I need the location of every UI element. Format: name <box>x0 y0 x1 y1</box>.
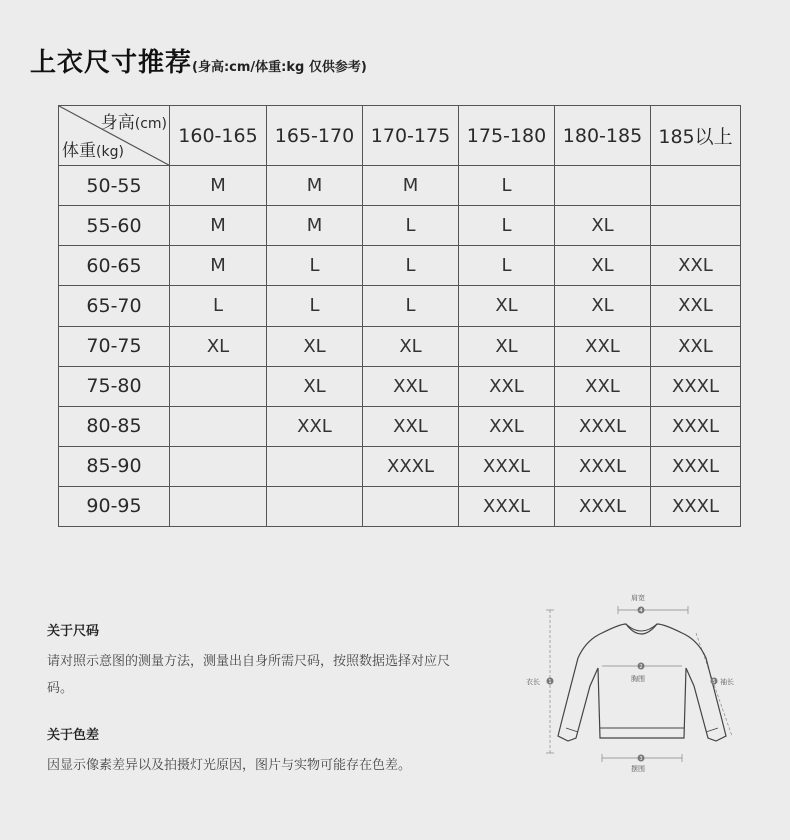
table-row <box>59 166 741 206</box>
size-table <box>58 105 741 527</box>
size-cell: XXL <box>459 406 555 446</box>
svg-text:3: 3 <box>639 756 643 762</box>
size-cell: L <box>363 286 459 326</box>
size-cell <box>170 486 267 526</box>
size-note-title: 关于尺码 <box>47 624 100 639</box>
svg-text:1: 1 <box>548 679 552 685</box>
column-header: 170-175 <box>363 106 459 166</box>
size-cell: XXL <box>555 366 651 406</box>
size-cell <box>267 486 363 526</box>
size-cell: XXL <box>363 406 459 446</box>
table-row <box>59 366 741 406</box>
size-cell: XXXL <box>651 486 741 526</box>
size-cell <box>363 486 459 526</box>
size-cell: XL <box>459 326 555 366</box>
table-row <box>59 446 741 486</box>
column-header: 185以上 <box>651 106 741 166</box>
size-cell: L <box>459 206 555 246</box>
table-row <box>59 406 741 446</box>
size-cell: M <box>170 206 267 246</box>
size-cell: M <box>170 246 267 286</box>
size-cell: XXL <box>555 326 651 366</box>
size-cell: M <box>267 166 363 206</box>
weight-cell: 85-90 <box>59 446 170 486</box>
size-cell: XXXL <box>555 446 651 486</box>
size-cell: M <box>267 206 363 246</box>
size-cell: L <box>363 246 459 286</box>
table-row <box>59 486 741 526</box>
size-cell: XL <box>170 326 267 366</box>
size-cell: XXXL <box>651 366 741 406</box>
svg-text:4: 4 <box>639 608 643 614</box>
color-note-title: 关于色差 <box>47 728 100 743</box>
size-cell: XXXL <box>459 446 555 486</box>
size-cell: L <box>170 286 267 326</box>
page-title <box>30 42 367 79</box>
table-row <box>59 246 741 286</box>
size-cell: XXXL <box>651 406 741 446</box>
size-cell: XXL <box>651 286 741 326</box>
size-cell: XXXL <box>555 486 651 526</box>
size-cell <box>170 366 267 406</box>
weight-cell: 75-80 <box>59 366 170 406</box>
height-label: 身高(cm) <box>100 113 167 133</box>
weight-label: 体重(kg) <box>62 141 124 162</box>
size-cell: XXXL <box>363 446 459 486</box>
size-note-body: 请对照示意图的测量方法，测量出自身所需尺码，按照数据选择对应尺码。 <box>47 654 451 696</box>
size-cell <box>651 206 741 246</box>
notes-section <box>47 620 467 779</box>
size-cell: XL <box>267 366 363 406</box>
size-cell: XL <box>555 246 651 286</box>
title-main: 上衣尺寸推荐 <box>30 48 193 78</box>
weight-cell: 70-75 <box>59 326 170 366</box>
size-cell <box>170 406 267 446</box>
size-cell: XL <box>555 206 651 246</box>
weight-cell: 80-85 <box>59 406 170 446</box>
size-cell: L <box>267 286 363 326</box>
length-label: 衣长 <box>526 678 540 686</box>
column-header: 165-170 <box>267 106 363 166</box>
size-cell: M <box>363 166 459 206</box>
column-header: 180-185 <box>555 106 651 166</box>
shoulder-label: 肩宽 <box>631 594 645 602</box>
size-cell: XXXL <box>555 406 651 446</box>
size-cell: XXL <box>459 366 555 406</box>
svg-text:5: 5 <box>712 679 716 685</box>
measurement-diagram <box>520 588 750 788</box>
sleeve-label: 袖长 <box>720 678 734 686</box>
table-row <box>59 286 741 326</box>
size-cell <box>170 446 267 486</box>
weight-cell: 90-95 <box>59 486 170 526</box>
table-corner-cell <box>59 106 170 166</box>
size-cell: XL <box>267 326 363 366</box>
size-cell: L <box>459 166 555 206</box>
weight-cell: 50-55 <box>59 166 170 206</box>
size-cell: XXXL <box>651 446 741 486</box>
svg-text:2: 2 <box>639 664 643 670</box>
title-sub: (身高:cm/体重:kg 仅供参考) <box>192 60 367 75</box>
size-cell: M <box>170 166 267 206</box>
hem-label: 摆围 <box>631 765 645 773</box>
chest-label: 胸围 <box>631 675 645 683</box>
size-cell: XXL <box>651 246 741 286</box>
size-cell <box>555 166 651 206</box>
size-cell: XXL <box>651 326 741 366</box>
size-cell: L <box>267 246 363 286</box>
table-row <box>59 206 741 246</box>
column-header: 175-180 <box>459 106 555 166</box>
color-note-body: 因显示像素差异以及拍摄灯光原因，图片与实物可能存在色差。 <box>47 758 412 773</box>
size-cell: L <box>459 246 555 286</box>
table-header-row <box>59 106 741 166</box>
size-cell <box>267 446 363 486</box>
size-cell: XL <box>459 286 555 326</box>
size-cell: XL <box>555 286 651 326</box>
size-cell: XL <box>363 326 459 366</box>
size-cell: XXL <box>267 406 363 446</box>
size-cell: L <box>363 206 459 246</box>
weight-cell: 60-65 <box>59 246 170 286</box>
size-cell: XXL <box>363 366 459 406</box>
column-header: 160-165 <box>170 106 267 166</box>
table-row <box>59 326 741 366</box>
weight-cell: 65-70 <box>59 286 170 326</box>
size-cell: XXXL <box>459 486 555 526</box>
weight-cell: 55-60 <box>59 206 170 246</box>
size-cell <box>651 166 741 206</box>
sweater-illustration <box>520 588 750 788</box>
